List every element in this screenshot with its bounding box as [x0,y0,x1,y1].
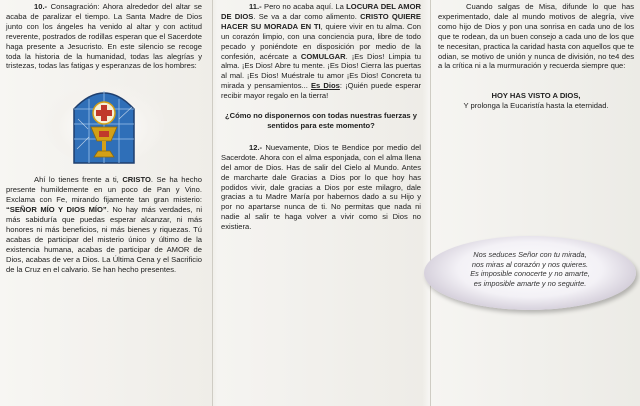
paragraph-11: 11.- Pero no acaba aquí. La LOCURA DEL AMOR DE DIOS. Se va a dar como alimento. CRISTO QUIERE HACER SU MORADA EN TI, quiere vivir en tu alma. Con un corazón limpio, con una conciencia pura, libre de todo pecado y poniéndote en disposición por medio de la confesión, acércate a COMULGAR. ¡Es Dios! Limpia tu alma. ¡Es Dios! Abre tu mente. ¡Es Dios! Cierra las puertas al mal. ¡Es Dios! Muéstrale tu amor ¡Es Dios! Concreta tu mirada y pensamientos... Es Dios: ¡Quién puede esperar recibir mayor regalo en la tierra! [221,2,422,101]
reflection-question: ¿Cómo no disponernos con todas nuestras fuerzas y sentidos para este momento? [225,111,417,130]
closing-statement: HOY HAS VISTO A DIOS, Y prolonga la Eucaristía hasta la eternidad. [463,91,609,111]
fold-line [430,0,431,406]
paragraph-12: 12.- Nuevamente, Dios te Bendice por medio del Sacerdote. Ahora con el alma esponjada, con el alma llena del amor de Dios. Has de salir del Cielo al Mundo. Antes de marcharte dale Gracias a Dios por lo que hoy has podidos vivir, dale gracias a Dios por este milagro, dale gracias a tu Madre María por habernos dado a su Hijo y por no apartarse nunca de ti. No permitas que nada ni nadie al salir te haga volver a vivir como si Dios no existiera. [221,142,421,232]
panel-left [6,2,202,280]
chalice-window-illustration [44,79,164,165]
panel-right [438,2,634,111]
paragraph-cristo: Ahí lo tienes frente a ti, CRISTO. Se ha hecho presente humildemente en un poco de Pan y Vino. Exclama con Fe, mirando fijamente tan gran misterio: “SEÑOR MÍO Y DIOS MÍO”. No hay más verdades, ni más sabiduría que puedas esperar alcanzar, ni más honores ni más beneficios, ni más bienes y riquezas. Tú acabas de participar del misterio único y último de la existencia humana, acabas de participar de AMOR de Dios, acabas de ver a Dios. La Última Cena y el Sacrificio de la Cruz en el calvario. Se han hecho presentes. [6,175,203,274]
fold-line [212,0,213,406]
panel-middle [221,2,421,238]
closing-paragraph: Cuando salgas de Misa, difunde lo que has experimentado, dale al mundo motivos de alegría, vive como hijo de Dios y pon una sonrisa en cada uno de los que te rodean, da un buen consejo a cada uno de los que te necesitan, practica la caridad hasta con aquellos que te odian, se motivo de unión y nunca de división, no te4 des a la crítica ni a la murmuración y recuerda siempre que: [438,2,634,71]
stained-glass-chalice-image [44,79,164,165]
quote-text: Nos seduces Señor con tu mirada, nos miras al corazón y nos quieres. Es imposible conocerte y no amarte, es imposible amarte y no seguirte. [470,250,590,288]
paragraph-10: 10.- Consagración: Ahora alrededor del altar se acaba de paralizar el tiempo. La Santa Madre de Dios junto con los ángeles ha venido al altar y con actitud reverente, postrados de rodillas esperan que el Sacerdote haga presente a Jesucristo. En este silencio se recoge toda la historia de la humanidad, todas las alegrías y tristezas, todas las fatigas y esperanzas de los hombres: [6,2,202,71]
